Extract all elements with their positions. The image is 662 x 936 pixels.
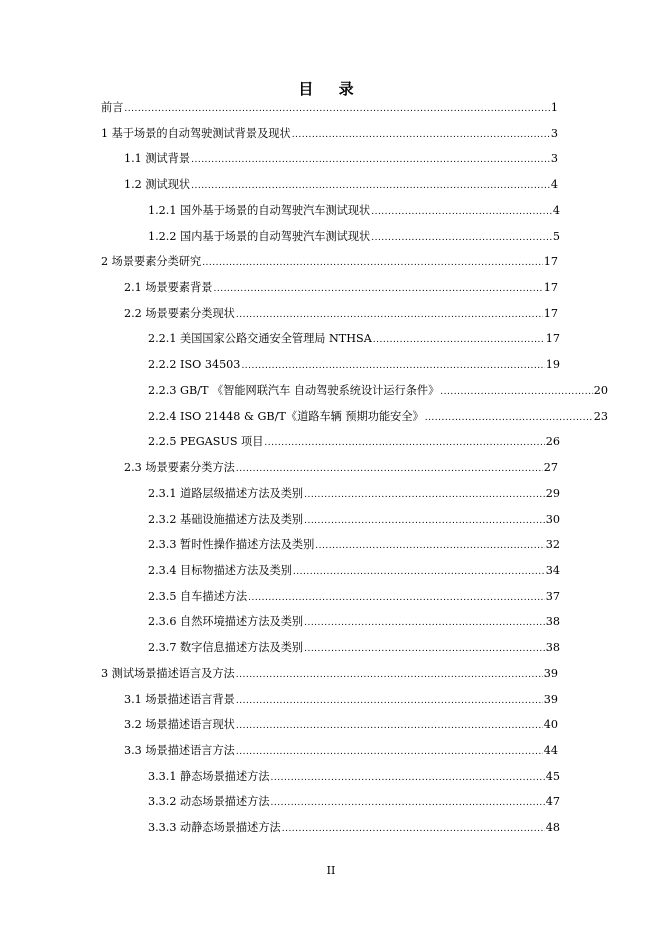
toc-entry-title: 2.3.1 道路层级描述方法及类别 — [148, 486, 304, 500]
toc-entry[interactable] — [148, 432, 560, 452]
toc-entry-page: 29 — [545, 486, 560, 500]
toc-entry-title: 2.3.5 自车描述方法 — [148, 589, 248, 603]
toc-entry[interactable] — [124, 690, 558, 710]
toc-dot-leader — [440, 382, 592, 402]
toc-entry-page: 45 — [545, 769, 560, 783]
toc-entry-title: 3.1 场景描述语言背景 — [124, 692, 235, 706]
toc-entry-title: 1.1 测试背景 — [124, 152, 191, 166]
toc-entry-page: 17 — [543, 281, 558, 295]
toc-entry[interactable] — [124, 715, 558, 735]
toc-dot-leader — [236, 716, 543, 736]
toc-dot-leader — [304, 639, 545, 659]
toc-entry[interactable] — [148, 227, 560, 247]
toc-entry-title: 2 场景要素分类研究 — [101, 255, 202, 269]
toc-entry-title: 1.2.1 国外基于场景的自动驾驶汽车测试现状 — [148, 203, 371, 217]
toc-entry[interactable] — [148, 329, 560, 349]
toc-entry-page: 17 — [543, 306, 558, 320]
toc-entry-title: 2.2.1 美国国家公路交通安全管理局 NTHSA — [148, 332, 372, 346]
toc-entry[interactable] — [101, 124, 558, 144]
toc-dot-leader — [304, 613, 545, 633]
toc-entry-page: 4 — [550, 178, 558, 192]
toc-dot-leader — [236, 665, 543, 685]
toc-entry-title: 3.3.1 静态场景描述方法 — [148, 769, 270, 783]
toc-entry-title: 1.2 测试现状 — [124, 178, 191, 192]
toc-entry-page: 40 — [543, 718, 558, 732]
toc-entry-page: 47 — [545, 795, 560, 809]
toc-entry-title: 1.2.2 国内基于场景的自动驾驶汽车测试现状 — [148, 229, 371, 243]
toc-dot-leader — [213, 279, 542, 299]
toc-entry-title: 2.3.4 目标物描述方法及类别 — [148, 563, 292, 577]
toc-dot-leader — [304, 485, 545, 505]
toc-entry-title: 2.2.5 PEGASUS 项目 — [148, 435, 264, 449]
toc-entry-title: 3.2 场景描述语言现状 — [124, 718, 235, 732]
toc-entry[interactable] — [101, 252, 558, 272]
toc-dot-leader — [315, 536, 544, 556]
page-number: II — [326, 864, 336, 877]
toc-entry[interactable] — [148, 587, 560, 607]
toc-dot-leader — [304, 511, 545, 531]
toc-entry[interactable] — [148, 561, 560, 581]
toc-entry-title: 2.3.7 数字信息描述方法及类别 — [148, 641, 304, 655]
toc-dot-leader — [241, 356, 544, 376]
toc-entry[interactable] — [148, 638, 560, 658]
toc-dot-leader — [248, 588, 545, 608]
toc-entry-page: 3 — [550, 126, 558, 140]
toc-entry[interactable] — [148, 792, 560, 812]
toc-entry[interactable] — [148, 381, 608, 401]
toc-entry[interactable] — [148, 407, 608, 427]
toc-dot-leader — [425, 408, 593, 428]
toc-entry[interactable] — [148, 535, 560, 555]
toc-entry-page: 1 — [550, 101, 558, 114]
toc-entry-title: 3.3.2 动态场景描述方法 — [148, 795, 270, 809]
toc-entry[interactable] — [148, 767, 560, 787]
toc-entry[interactable] — [148, 612, 560, 632]
toc-entry-page: 17 — [543, 255, 558, 269]
toc-dot-leader — [292, 125, 550, 145]
toc-dot-leader — [271, 793, 545, 813]
toc-dot-leader — [373, 330, 545, 350]
toc-entry[interactable] — [124, 741, 558, 761]
toc-entry-page: 17 — [545, 332, 560, 346]
toc-entry-page: 30 — [545, 512, 560, 526]
toc-dot-leader — [371, 202, 552, 222]
toc-entry-page: 39 — [543, 692, 558, 706]
toc-entry-page: 44 — [543, 744, 558, 757]
toc-entry[interactable] — [101, 98, 558, 118]
toc-dot-leader — [282, 819, 545, 839]
toc-dot-leader — [293, 562, 545, 582]
toc-dot-leader — [264, 433, 544, 453]
toc-dot-leader — [191, 150, 550, 170]
page-title: 目 录 — [298, 80, 364, 98]
toc-entry-page: 39 — [543, 666, 558, 680]
toc-entry[interactable] — [124, 175, 558, 195]
toc-entry-title: 前言 — [101, 101, 124, 114]
toc-entry-page: 37 — [545, 589, 560, 603]
toc-entry-title: 2.2.3 GB/T 《智能网联汽车 自动驾驶系统设计运行条件》 — [148, 383, 440, 397]
toc-entry-page: 5 — [552, 229, 560, 243]
toc-dot-leader — [236, 305, 543, 325]
toc-entry-page: 38 — [545, 641, 560, 655]
toc-entry-title: 3.3 场景描述语言方法 — [124, 744, 235, 757]
toc-dot-leader — [236, 742, 543, 762]
toc-entry[interactable] — [148, 510, 560, 530]
toc-entry-title: 2.3.6 自然环境描述方法及类别 — [148, 615, 304, 629]
toc-entry-page: 34 — [545, 563, 560, 577]
toc-entry-title: 2.3.3 暂时性操作描述方法及类别 — [148, 538, 315, 552]
toc-entry-title: 2.1 场景要素背景 — [124, 281, 213, 295]
toc-entry[interactable] — [124, 149, 558, 169]
toc-entry-page: 38 — [545, 615, 560, 629]
toc-dot-leader — [236, 459, 543, 479]
toc-dot-leader — [202, 253, 543, 273]
toc-entry-title: 2.3.2 基础设施描述方法及类别 — [148, 512, 304, 526]
toc-dot-leader — [271, 768, 545, 788]
toc-entry-page: 23 — [593, 409, 608, 423]
toc-entry-page: 48 — [545, 821, 560, 835]
toc-dot-leader — [236, 691, 543, 711]
toc-entry-page: 27 — [543, 461, 558, 475]
toc-dot-leader — [371, 228, 552, 248]
toc-entry-title: 2.2.4 ISO 21448 & GB/T《道路车辆 预期功能安全》 — [148, 409, 424, 423]
toc-entry[interactable] — [124, 458, 558, 478]
toc-entry[interactable] — [124, 278, 558, 298]
toc-entry-page: 4 — [552, 203, 560, 217]
toc-entry-page: 20 — [593, 383, 608, 397]
toc-entry[interactable] — [148, 818, 560, 838]
toc-entry[interactable] — [101, 664, 558, 684]
toc-entry-title: 2.3 场景要素分类方法 — [124, 461, 235, 475]
toc-entry-title: 3.3.3 动静态场景描述方法 — [148, 821, 281, 835]
toc-dot-leader — [124, 99, 549, 119]
toc-entry-page: 32 — [545, 538, 560, 552]
toc-entry-title: 2.2 场景要素分类现状 — [124, 306, 235, 320]
toc-entry-page: 19 — [545, 358, 560, 372]
toc-entry-title: 3 测试场景描述语言及方法 — [101, 666, 235, 680]
toc-entry[interactable] — [148, 484, 560, 504]
toc-entry[interactable] — [148, 355, 560, 375]
toc-dot-leader — [191, 176, 550, 196]
toc-entry-page: 26 — [545, 435, 560, 449]
toc-entry[interactable] — [148, 201, 560, 221]
toc-entry-title: 1 基于场景的自动驾驶测试背景及现状 — [101, 126, 291, 140]
toc-entry-page: 3 — [550, 152, 558, 166]
toc-entry[interactable] — [124, 304, 558, 324]
toc-entry-title: 2.2.2 ISO 34503 — [148, 358, 241, 372]
